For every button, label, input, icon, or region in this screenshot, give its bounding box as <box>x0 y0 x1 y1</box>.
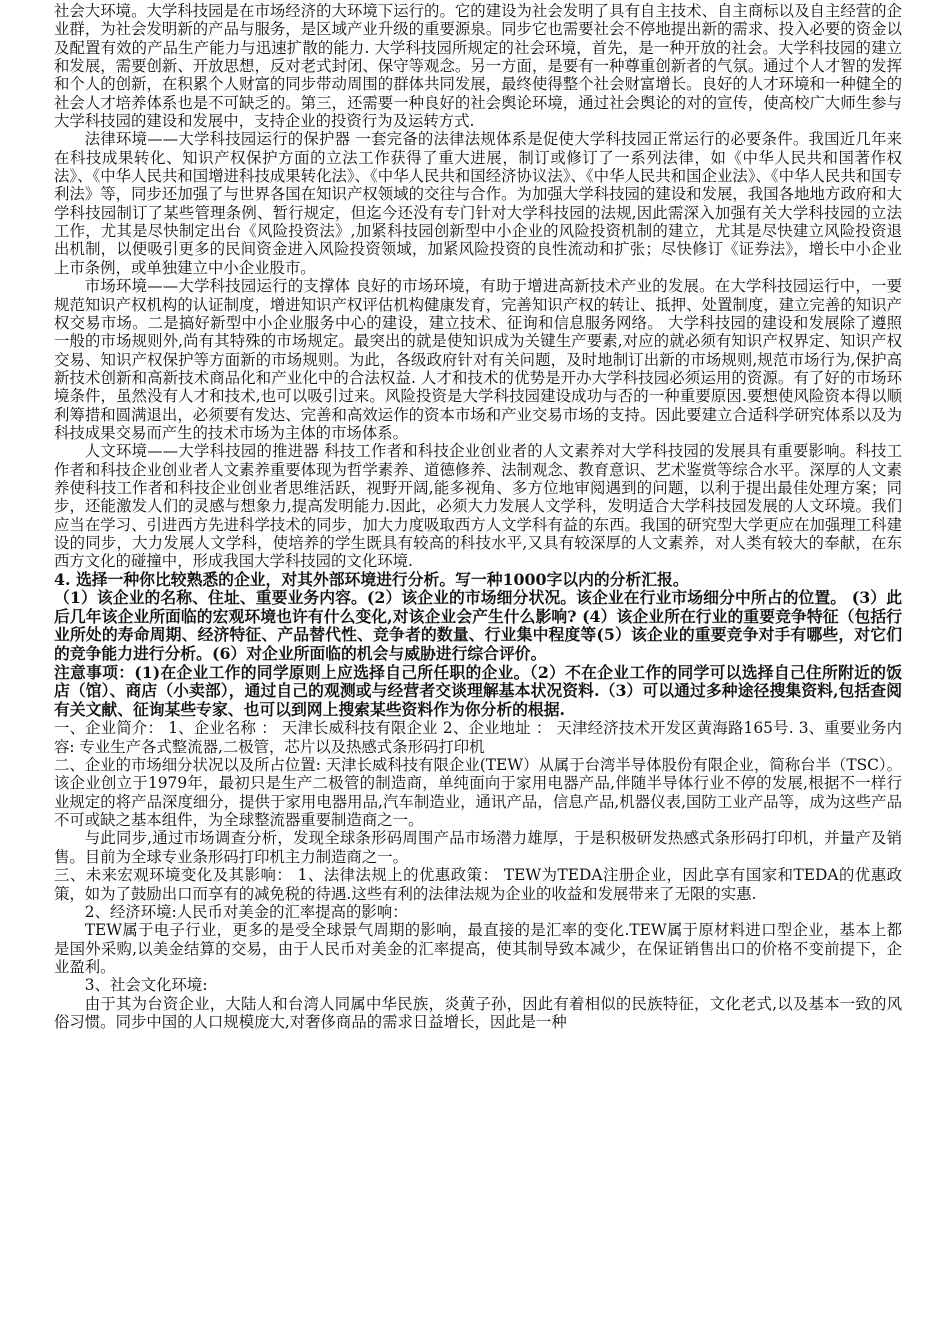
section-company-profile: 一、企业简介： 1、企业名称 ： 天津长威科技有限企业 2、企业地址 ： 天津经济技术开发区黄海路165号. 3、重要业务内容: 专业生产各式整流器,二极管，芯片以及热感式条形码打印机 <box>54 719 902 756</box>
question-requirements: （1）该企业的名称、住址、重要业务内容。(2）该企业的市场细分状况。该企业在行业市场细分中所占的位置。 (3）此后几年该企业所面临的宏观环境也许有什么变化,对该企业会产生什么影响? (4）该企业所在行业的重要竞争特征（包括行业所处的寿命周期、经济特征、产品替代性、竞争者的数量、行业集中程度等(5）该企业的重要竞争对手有哪些，对它们的竞争能力进行分析。(6）对企业所面临的机会与威胁进行综合评价。 <box>54 588 902 664</box>
question-heading: 4. 选择一种你比较熟悉的企业，对其外部环境进行分析。写一种1000字以内的分析汇报。 <box>54 569 689 589</box>
paragraph-social-culture: 由于其为台资企业，大陆人和台湾人同属中华民族，炎黄子孙，因此有着相似的民族特征，文化老式,以及基本一致的风俗习惯。同步中国的人口规模庞大,对奢侈商品的需求日益增长，因此是一种 <box>54 994 902 1031</box>
subheading-economic-environment: 2、经济环境:人民币对美金的汇率提高的影响： <box>84 902 408 921</box>
section-macro-environment: 三、未来宏观环境变化及其影响： 1、法律法规上的优惠政策： TEW为TEDA注册企业，因此享有国家和TEDA的优惠政策，如为了鼓励出口而享有的减免税的待遇.这些有利的法律法规为企业的收益和发展带来了无限的实惠. <box>54 866 902 903</box>
paragraph-exchange-rate: TEW属于电子行业，更多的是受全球景气周期的影响，最直接的是汇率的变化.TEW属于原材料进口型企业，基本上都是国外采购,以美金结算的交易，由于人民币对美金的汇率提高，使其制导致本减少，在保证销售出口的价格不变前提下，企业盈利。 <box>54 921 902 976</box>
paragraph-barcode-printers: 与此同步,通过市场调查分析，发现全球条形码周围产品市场潜力雄厚，于是积极研发热感式条形码打印机，并量产及销售。目前为全球专业条形码打印机主力制造商之一。 <box>54 829 902 866</box>
paragraph-humanities-environment: 人文环境——大学科技园的推进器 科技工作者和科技企业创业者的人文素养对大学科技园的发展具有重要影响。科技工作者和科技企业创业者人文素养重要体现为哲学素养、道德修养、法制观念、教育意识、艺术鉴赏等综合水平。深厚的人文素养使科技工作者和科技企业创业者思维活跃，视野开阔,能多视角、多方位地审阅遇到的问题，以利于提出最佳处理方案；同步，还能激发人们的灵感与想象力,提高发明能力.因此，必须大力发展人文学科，发明适合大学科技园发展的人文环境。我们应当在学习、引进西方先进科学技术的同步，加大力度吸取西方人文学科有益的东西。我国的研究型大学更应在加强理工科建设的同步，大力发展人文学科，使培养的学生既具有较高的科技水平,又具有较深厚的人文素养，对人类有较大的奉献，在东西方文化的碰撞中，形成我国大学科技园的文化环境. <box>54 442 902 571</box>
subheading-social-culture: 3、社会文化环境: <box>84 976 208 995</box>
section-market-segmentation: 二、企业的市场细分状况以及所占位置: 天津长威科技有限企业(TEW）从属于台湾半导体股份有限企业，简称台半（TSC）。该企业创立于1979年，最初只是生产二极管的制造商，单纯面向于家用电器产品,伴随半导体行业不停的发展,根据不一样行业规定的将产品深度细分，提供于家用电器用品,汽车制造业，通讯产品，信息产品,机器仪表,国防工业产品等，成为这些产品不可或缺之基本组件，为全球整流器重要制造商之一。 <box>54 756 902 830</box>
paragraph-social-environment: 社会大环境。大学科技园是在市场经济的大环境下运行的。它的建设为社会发明了具有自主技术、自主商标以及自主经营的企业群，为社会发明新的产品与服务，是区域产业升级的重要源泉。同步它也需要社会不停地提出新的需求、投入必要的资金以及配置有效的产品生产能力与迅速扩散的能力. 大学科技园所规定的社会环境，首先，是一种开放的社会。大学科技园的建立和发展，需要创新、开放思想，反对老式封闭、保守等观念。另一方面，是要有一种尊重创新者的气氛。通过个人才智的发挥和个人的创新，在积累个人财富的同步带动周围的群体共同发展，最终使得整个社会财富增长。良好的人才环境和一种健全的社会人才培养体系也是不可缺乏的。第三，还需要一种良好的社会舆论环境，通过社会舆论的对的宣传，使高校广大师生参与大学科技园的建设和发展中，支持企业的投资行为及运转方式. <box>54 2 902 131</box>
paragraph-market-environment: 市场环境——大学科技园运行的支撑体 良好的市场环境，有助于增进高新技术产业的发展。在大学科技园运行中，一要规范知识产权机构的认证制度，增进知识产权评估机构健康发育，完善知识产权的转让、抵押、处置制度，建立完善的知识产权交易市场。二是搞好新型中小企业服务中心的建设，建立技术、征询和信息服务网络。 大学科技园的建设和发展除了遵照一般的市场规则外,尚有其特殊的市场规定。最突出的就是使知识成为关键生产要素,对应的就必须有知识产权界定、知识产权交易、知识产权保护等方面新的市场规则。为此，各级政府针对有关问题，及时地制订出新的市场规则,规范市场行为,保护高新技术创新和高新技术商品化和产业化中的合法权益. 人才和技术的优势是开办大学科技园必须运用的资源。有了好的市场环境条件，虽然没有人才和技术,也可以吸引过来。风险投资是大学科技园建设成功与否的一种重要原因.要想使风险资本得以顺利筹措和圆满退出，必须要有发达、完善和高效运作的资本市场和产业交易市场的支持。因此要建立合适科学研究体系以及为科技成果交易而产生的技术市场为主体的市场体系。 <box>54 277 902 442</box>
question-notes: 注意事项：(1)在企业工作的同学原则上应选择自己所任职的企业。（2）不在企业工作的同学可以选择自己住所附近的饭店（馆）、商店（小卖部），通过自己的观测或与经营者交谈理解基本状况资料.（3）可以通过多种途径搜集资料,包括查阅有关文献、征询某些专家、也可以到网上搜索某些资料作为你分析的根据. <box>54 662 902 719</box>
paragraph-legal-environment: 法律环境——大学科技园运行的保护器 一套完备的法律法规体系是促使大学科技园正常运行的必要条件。我国近几年来在科技成果转化、知识产权保护方面的立法工作获得了重大进展，制订或修订了一系列法律，如《中华人民共和国著作权法》、《中华人民共和国增进科技成果转化法》、《中华人民共和国经济协议法》、《中华人民共和国企业法》、《中华人民共和国专利法》等，同步还加强了与世界各国在知识产权领域的交往与合作。为加强大学科技园的建设和发展，我国各地地方政府和大学科技园制订了某些管理条例、暂行规定，但迄今还没有专门针对大学科技园的法规,因此需深入加强有关大学科技园的立法工作，尤其是尽快制定出台《风险投资法》,加紧科技园创新型中小企业的风险投资机制的建立，尤其是尽快建立风险投资退出机制，以便吸引更多的民间资金进入风险投资领域，加紧风险投资的良性流动和扩张；尽快修订《证券法》，增长中小企业上市条例，或单独建立中小企业股市。 <box>54 130 902 277</box>
